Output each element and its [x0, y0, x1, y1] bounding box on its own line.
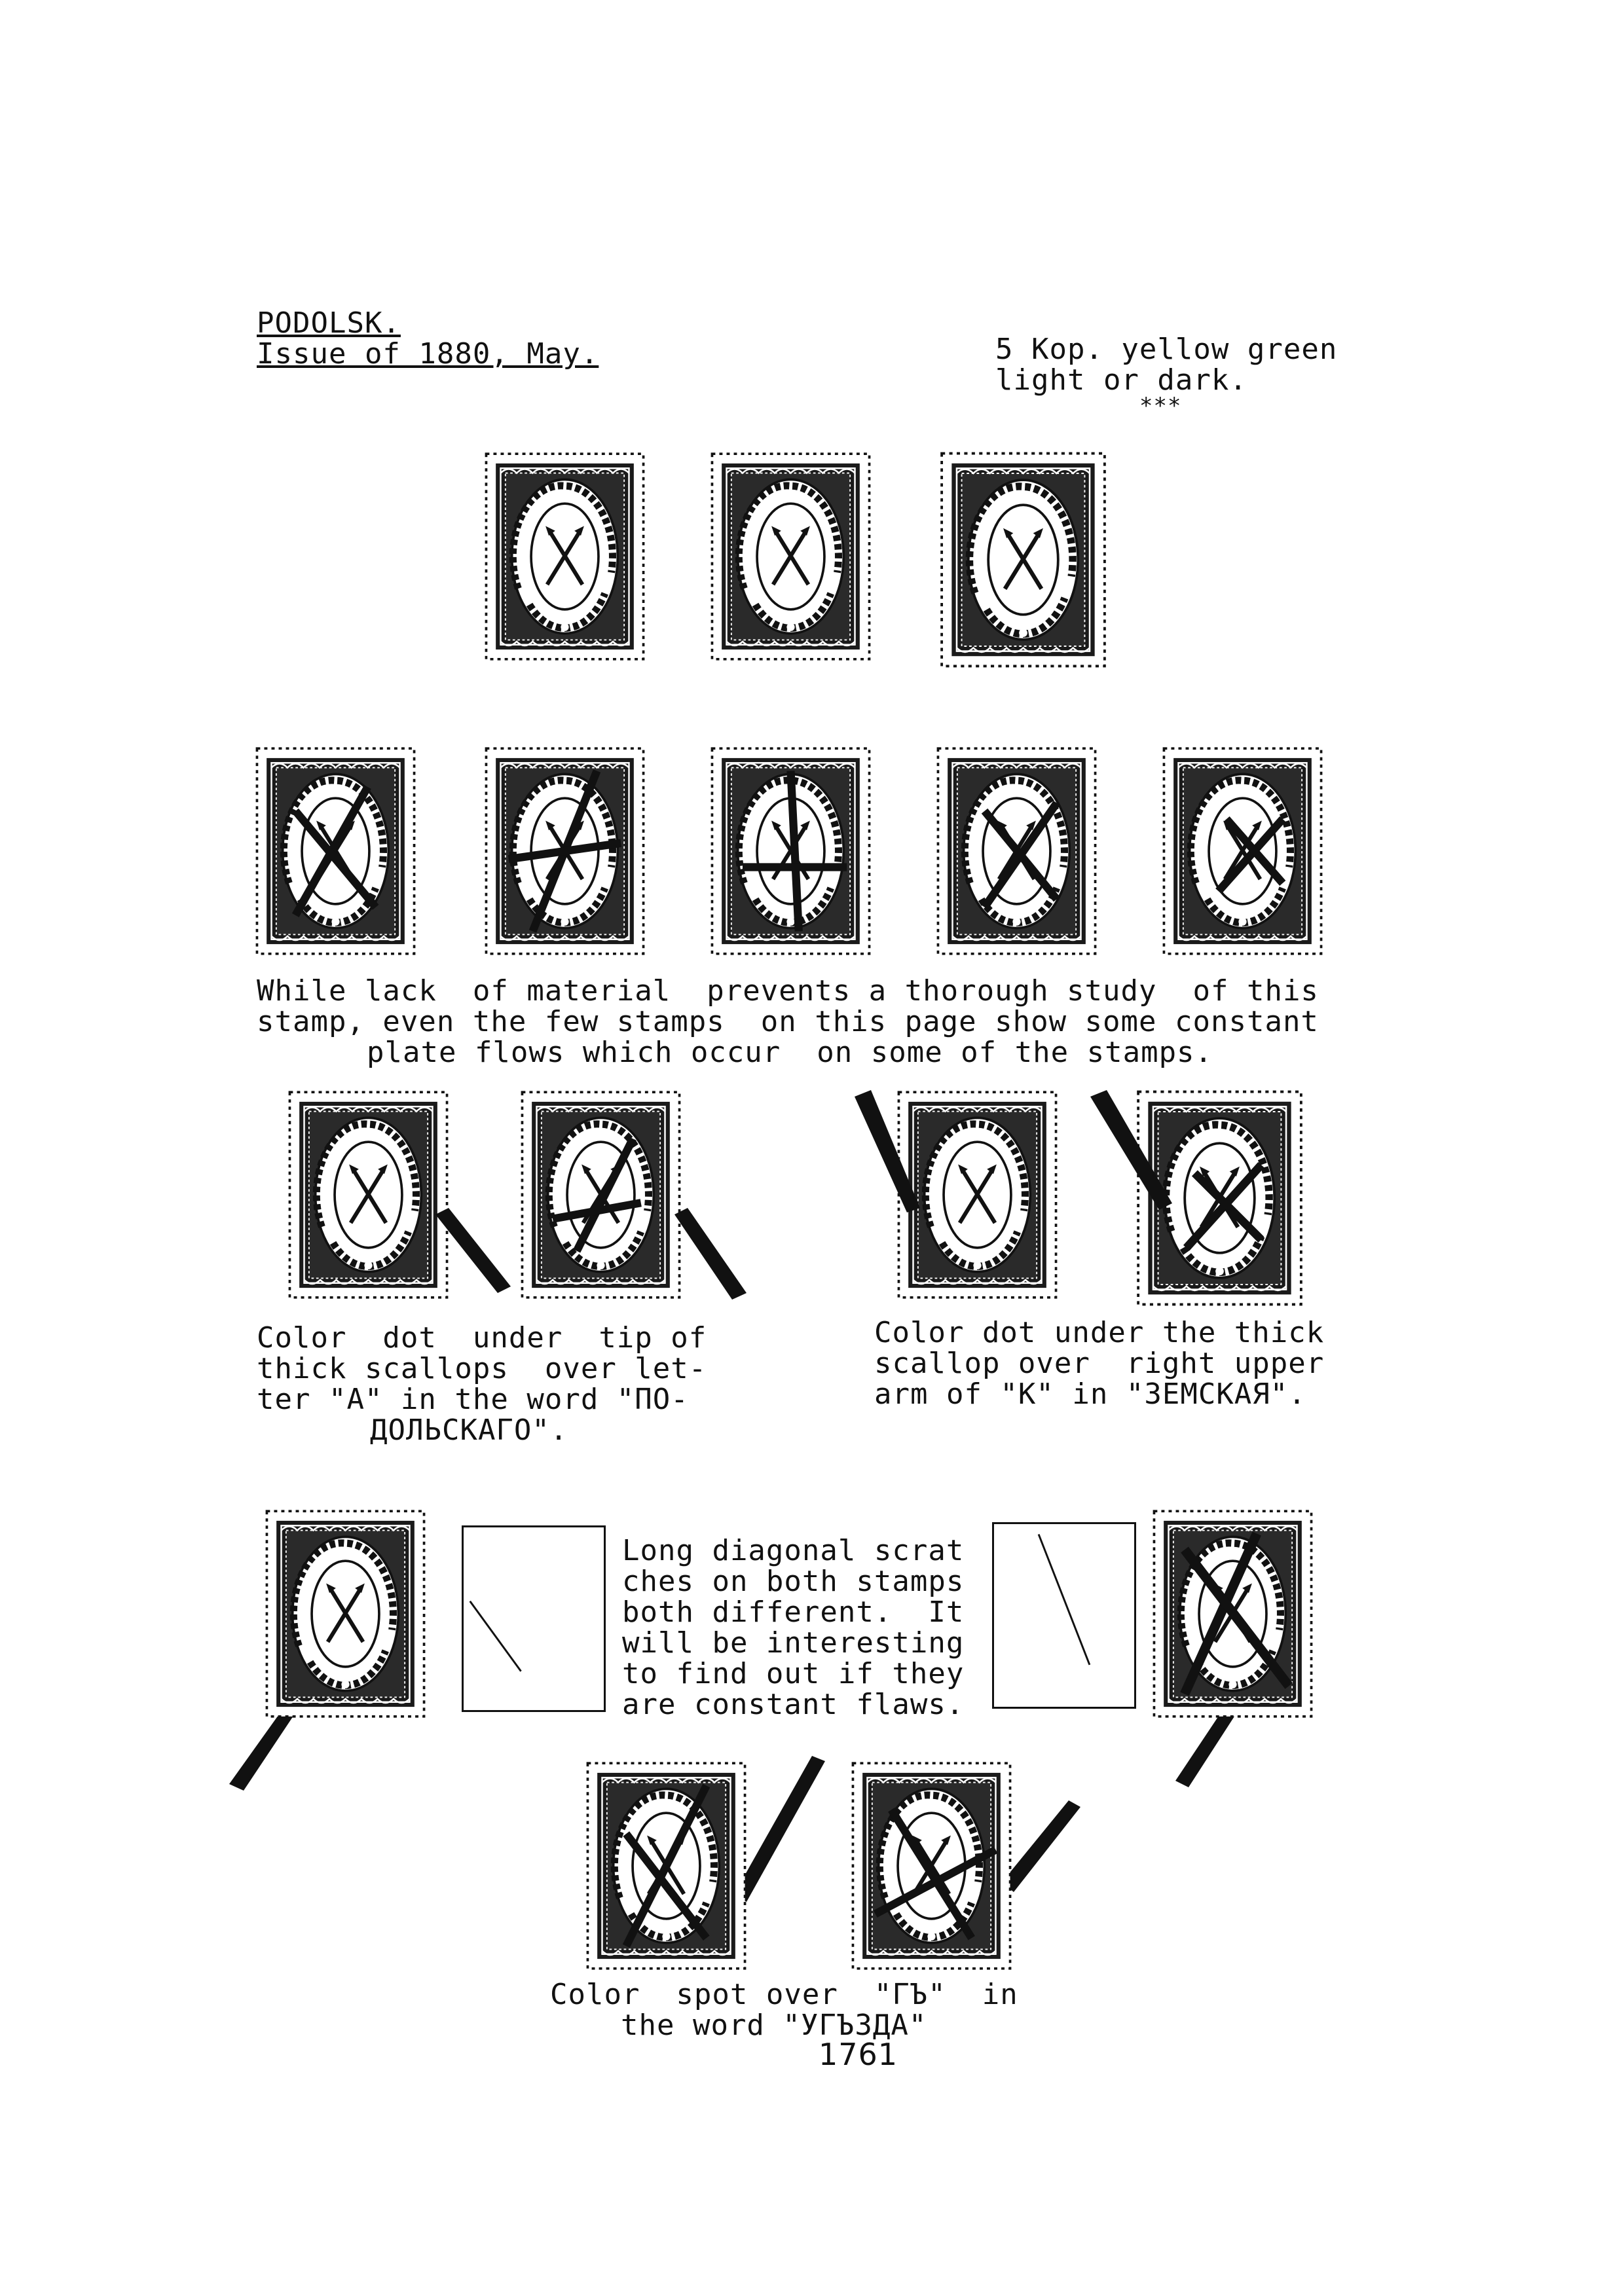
intro-line-3: plate flows which occur on some of the stamps. [367, 1036, 1213, 1069]
stamp-image [710, 452, 871, 661]
stamp-image-cancelled [521, 1090, 681, 1300]
value-line-2: light or dark. [995, 363, 1247, 397]
scratch-caption-line-3: both different. It [622, 1595, 965, 1629]
stamp-image-cancelled [255, 746, 416, 956]
scratch-caption-line-1: Long diagonal scrat [622, 1534, 965, 1567]
scratch-caption-line-4: will be interesting [622, 1626, 965, 1660]
value-line-1: 5 Kop. yellow green [995, 333, 1338, 366]
stamp-image-cancelled [851, 1761, 1012, 1971]
scratch-caption-line-2: ches on both stamps [622, 1565, 965, 1598]
stamp-image-cancelled [710, 746, 871, 956]
caption-right-line-3: arm of "K" in "ЗЕМСКАЯ". [874, 1377, 1306, 1411]
stamp-image-cancelled [586, 1761, 747, 1971]
scratch-diagram-left [462, 1525, 606, 1712]
caption-right-line-2: scallop over right upper [874, 1347, 1325, 1380]
scratch-caption-line-6: are constant flaws. [622, 1688, 965, 1721]
bottom-caption-line-2: the word "УГЪЗДА" [621, 2009, 927, 2042]
place-heading: PODOLSK. [257, 306, 401, 340]
issue-heading: Issue of 1880, May. [257, 337, 599, 371]
caption-left-line-3: ter "A" in the word "ПО- [257, 1383, 689, 1416]
stamp-image-cancelled [1133, 1090, 1306, 1306]
bottom-caption-line-1: Color spot over "ГЪ" in [550, 1978, 1018, 2011]
intro-line-2: stamp, even the few stamps on this page show some constant [257, 1005, 1319, 1038]
scratch-caption-line-5: to find out if they [622, 1657, 965, 1690]
stamp-image [288, 1090, 449, 1300]
stamp-image [265, 1509, 426, 1719]
stamp-image-cancelled [485, 746, 645, 956]
stamp-image-cancelled [1162, 746, 1323, 956]
stamp-image [936, 452, 1110, 668]
caption-left-line-1: Color dot under tip of [257, 1321, 707, 1355]
page-number: 1761 [819, 2037, 898, 2072]
scratch-diagram-right [992, 1522, 1136, 1709]
caption-right-line-1: Color dot under the thick [874, 1316, 1325, 1349]
caption-left-line-4: ДОЛЬСКАГО". [370, 1413, 568, 1447]
stamp-image-cancelled [936, 746, 1097, 956]
intro-line-1: While lack of material prevents a thorough study of this [257, 974, 1319, 1008]
rating-stars: *** [1139, 393, 1182, 419]
stamp-image [485, 452, 645, 661]
caption-left-line-2: thick scallops over let- [257, 1352, 707, 1385]
stamp-image-scratched [1153, 1506, 1313, 1722]
stamp-image [897, 1090, 1058, 1300]
